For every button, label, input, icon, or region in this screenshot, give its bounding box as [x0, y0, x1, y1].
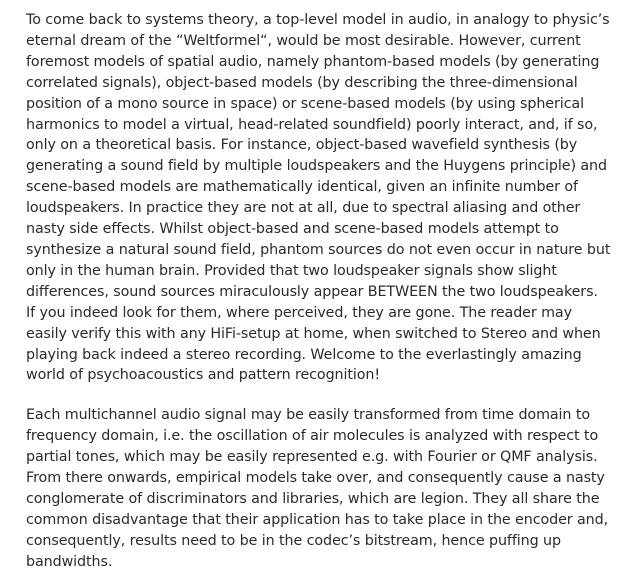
paragraph-systems-theory: To come back to systems theory, a top-level model in audio, in analogy to physic’s eternal dream of the “Weltformel“, would be most desirable. However, current foremost models of spatial audio, namely phantom-based models (by generating correlated signals), object-based models (by describing the three-dimensional position of a mono source in space) or scene-based models (by using spherical harmonics to model a virtual, head-related soundfield) poorly interact, and, if so, only on a theoretical basis. For instance, object-based wavefield synthesis (by generating a sound field by multiple loudspeakers and the Huygens principle) and scene-based models are mathematically identical, given an infinite number of loudspeakers. In practice they are not at all, due to spectral aliasing and other nasty side effects. Whilst object-based and scene-based models attempt to synthesize a natural sound field, phantom sources do not even occur in nature but only in the human brain. Provided that two loudspeaker signals show slight differences, sound sources miraculously appear BETWEEN the two loudspeakers. If you indeed look for them, where perceived, they are gone. The reader may easily verify this with any HiFi-setup at home, when switched to Stereo and when playing back indeed a stereo recording. Welcome to the everlastingly amazing world of psychoacoustics and pattern recognition! [26, 12, 611, 384]
paragraph-multichannel-signal: Each multichannel audio signal may be easily transformed from time domain to frequency domain, i.e. the oscillation of air molecules is analyzed with respect to partial tones, which may be easily represented e.g. with Fourier or QMF analysis. From there onwards, empirical models take over, and consequently cause a nasty conglomerate of discriminators and libraries, which are legion. They all share the common disadvantage that their application has to take place in the encoder and, consequently, results need to be in the codec’s bitstream, hence puffing up bandwidths. [26, 407, 609, 570]
